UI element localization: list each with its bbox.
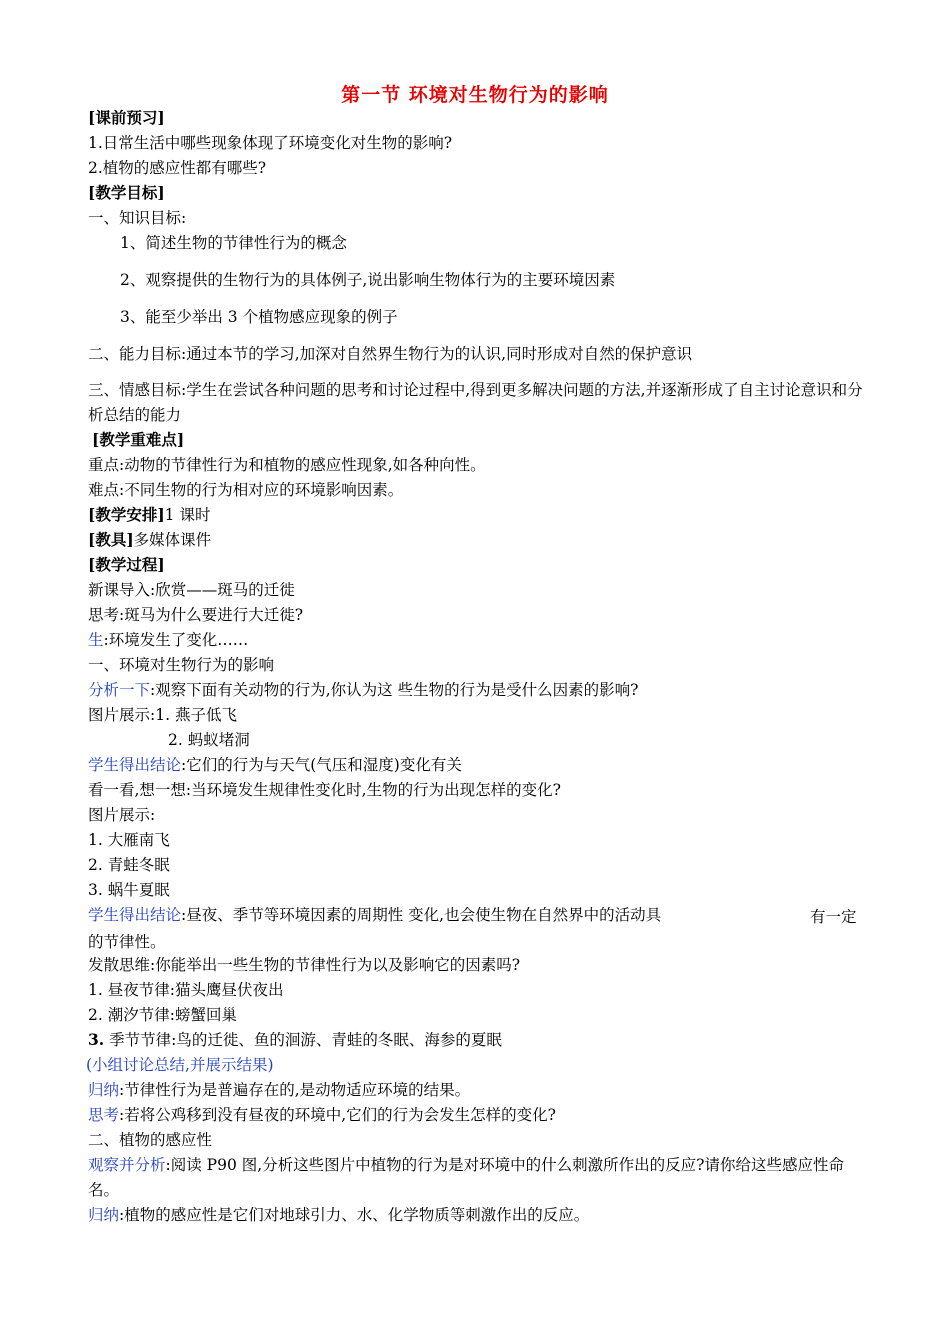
tools-line	[88, 530, 211, 550]
group-discussion: (小组讨论总结,并展示结果)	[86, 1056, 274, 1074]
difficult-point: 难点:不同生物的行为相对应的环境影响因素。	[88, 481, 404, 499]
picture-show-2: 2. 蚂蚁堵洞	[168, 731, 250, 749]
preview-question-1: 1.日常生活中哪些现象体现了环境变化对生物的影响?	[88, 134, 453, 152]
think-2-label: 思考	[88, 1106, 120, 1124]
arrangement-value: 1 课时	[164, 506, 211, 524]
key-points-heading: [教学重难点]	[92, 430, 185, 449]
process-heading: [教学过程]	[88, 555, 165, 574]
conclusion-1	[88, 755, 462, 775]
section-1-heading: 一、环境对生物行为的影响	[88, 656, 275, 674]
think-2-text: :若将公鸡移到没有昼夜的环境中,它们的行为会发生怎样的变化?	[119, 1106, 556, 1124]
summary-1	[88, 1080, 470, 1100]
rhythm-item-3-text: 季节节律:鸟的迁徙、鱼的洄游、青蛙的冬眠、海参的夏眠	[104, 1031, 502, 1049]
preview-question-2: 2.植物的感应性都有哪些?	[88, 159, 267, 177]
rhythm-item-3	[88, 1030, 502, 1050]
analyze-text: :观察下面有关动物的行为,你认为这 些生物的行为是受什么因素的影响?	[150, 681, 639, 699]
conclusion-2-label: 学生得出结论	[88, 906, 182, 924]
knowledge-goals-heading: 一、知识目标:	[88, 209, 187, 227]
summary-2-label: 归纳	[88, 1206, 120, 1224]
look-think: 看一看,想一想:当环境发生规律性变化时,生物的行为出现怎样的变化?	[88, 781, 561, 799]
conclusion-2-text-a: :昼夜、季节等环境因素的周期性 变化,也会使生物在自然界中的活动具	[181, 906, 662, 924]
student-label: 生	[88, 631, 104, 649]
arrangement-label: [教学安排]	[88, 505, 165, 524]
analyze-label: 分析一下	[88, 681, 151, 699]
observe-analyze	[88, 1153, 863, 1203]
summary-2	[88, 1205, 589, 1225]
arrangement-line	[88, 505, 210, 525]
student-answer	[88, 630, 248, 650]
knowledge-goal-2: 2、观察提供的生物行为的具体例子,说出影响生物体行为的主要环境因素	[120, 271, 616, 289]
think-2	[88, 1105, 556, 1125]
tools-label: [教具]	[88, 530, 134, 549]
conclusion-2-wrap: 有一定的节律性。	[88, 908, 857, 951]
conclusion-1-text: :它们的行为与天气(气压和湿度)变化有关	[181, 756, 462, 774]
tools-value: 多媒体课件	[133, 531, 212, 549]
goals-heading: [教学目标]	[88, 183, 165, 202]
rhythm-item-2: 2. 潮汐节律:螃蟹回巢	[88, 1006, 237, 1024]
key-point: 重点:动物的节律性行为和植物的感应性现象,如各种向性。	[88, 456, 486, 474]
student-text: :环境发生了变化……	[103, 631, 249, 649]
summary-1-label: 归纳	[88, 1081, 120, 1099]
picture-item-3: 3. 蜗牛夏眠	[88, 881, 170, 899]
page-title: 第一节 环境对生物行为的影响	[341, 84, 609, 106]
picture-item-2: 2. 青蛙冬眠	[88, 856, 170, 874]
knowledge-goal-3: 3、能至少举出 3 个植物感应现象的例子	[120, 308, 398, 326]
diverge-thinking: 发散思维:你能举出一些生物的节律性行为以及影响它的因素吗?	[88, 956, 521, 974]
analyze-line	[88, 680, 638, 700]
picture-show-1: 图片展示:1. 燕子低飞	[88, 706, 237, 724]
section-2-heading: 二、植物的感应性	[88, 1131, 213, 1149]
emotion-goal: 三、情感目标:学生在尝试各种问题的思考和讨论过程中,得到更多解决问题的方法,并逐渐形成了自主讨论意识和分析总结的能力	[88, 381, 863, 424]
process-think-1: 思考:斑马为什么要进行大迁徙?	[88, 606, 304, 624]
rhythm-item-3-number: 3.	[88, 1030, 105, 1049]
knowledge-goal-1: 1、简述生物的节律性行为的概念	[120, 234, 347, 252]
process-intro: 新课导入:欣赏——斑马的迁徙	[88, 581, 295, 599]
summary-2-text: :植物的感应性是它们对地球引力、水、化学物质等刺激作出的反应。	[119, 1206, 590, 1224]
picture-show-heading: 图片展示:	[88, 806, 156, 824]
summary-1-text: :节律性行为是普遍存在的,是动物适应环境的结果。	[119, 1081, 471, 1099]
rhythm-item-1: 1. 昼夜节律:猫头鹰昼伏夜出	[88, 981, 284, 999]
conclusion-1-label: 学生得出结论	[88, 756, 182, 774]
observe-label: 观察并分析	[88, 1156, 166, 1174]
observe-text: :阅读 P90 图,分析这些图片中植物的行为是对环境中的什么刺激所作出的反应?请你给这些感应性命名。	[88, 1156, 844, 1199]
preview-heading: [课前预习]	[88, 108, 165, 127]
ability-goal: 二、能力目标:通过本节的学习,加深对自然界生物行为的认识,同时形成对自然的保护意识	[88, 345, 693, 363]
picture-item-1: 1. 大雁南飞	[88, 831, 170, 849]
